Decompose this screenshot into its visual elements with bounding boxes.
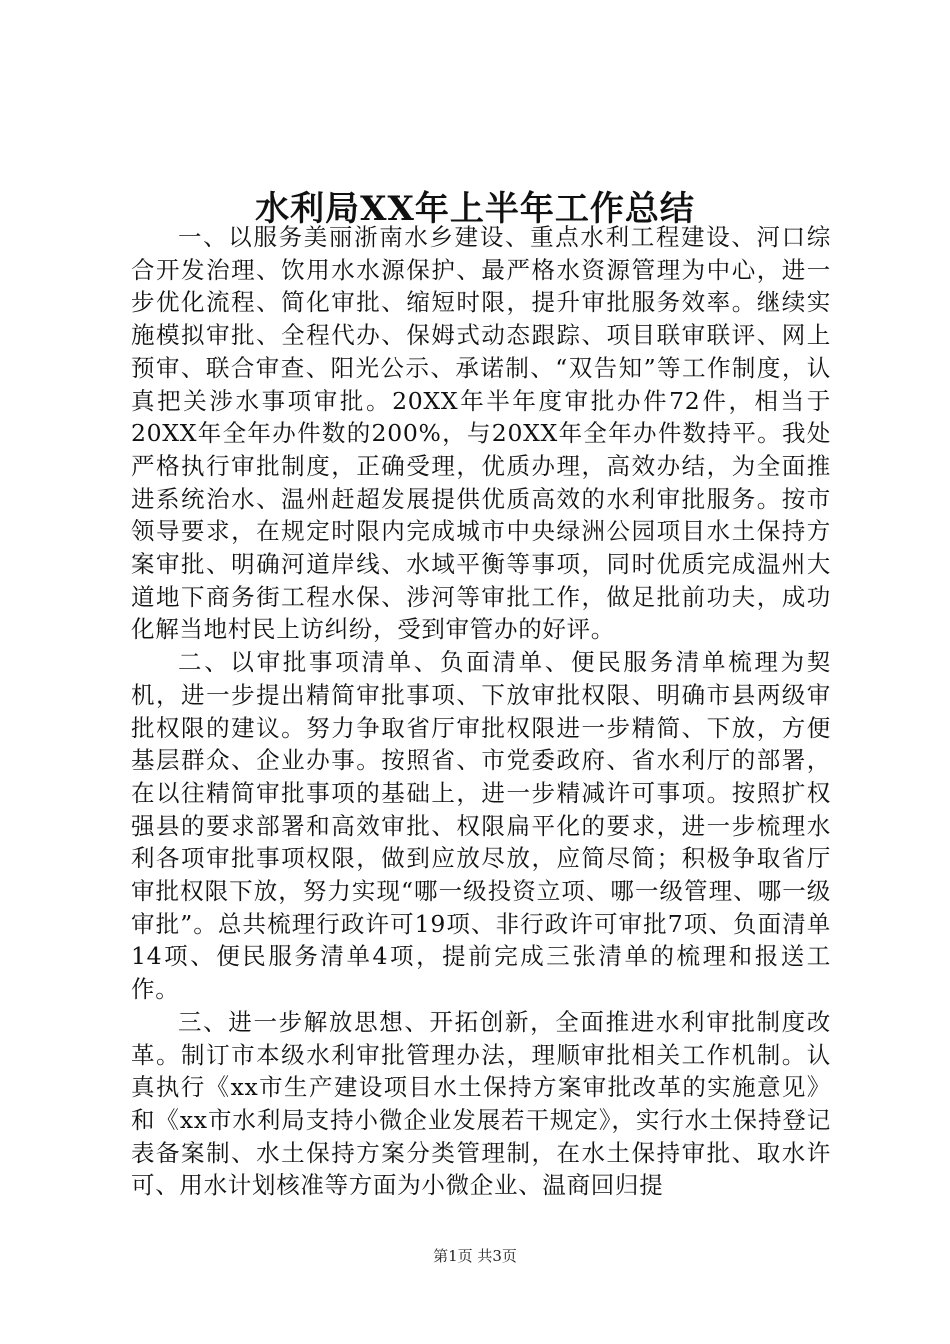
page-number-footer: 第1页 共3页 (433, 1247, 517, 1265)
document-title: 水利局XX年上半年工作总结 (255, 189, 695, 229)
document-body (131, 221, 831, 1202)
paragraph-3: 三、进一步解放思想、开拓创新，全面推进水利审批制度改革。制订市本级水利审批管理办法，理顺审批相关工作机制。认真执行《xx市生产建设项目水土保持方案审批改革的实施意见》和《xx市水利局支持小微企业发展若干规定》，实行水土保持登记表备案制、水土保持方案分类管理制，在水土保持审批、取水许可、用水计划核准等方面为小微企业、温商回归提 (131, 1007, 831, 1200)
paragraph-1: 一、以服务美丽浙南水乡建设、重点水利工程建设、河口综合开发治理、饮用水水源保护、最严格水资源管理为中心，进一步优化流程、简化审批、缩短时限，提升审批服务效率。继续实施模拟审批、全程代办、保姆式动态跟踪、项目联审联评、网上预审、联合审查、阳光公示、承诺制、“双告知”等工作制度，认真把关涉水事项审批。20XX年半年度审批办件72件，相当于20XX年全年办件数的200%，与20XX年全年办件数持平。我处严格执行审批制度，正确受理，优质办理，高效办结，为全面推进系统治水、温州赶超发展提供优质高效的水利审批服务。按市领导要求，在规定时限内完成城市中央绿洲公园项目水土保持方案审批、明确河道岸线、水域平衡等事项，同时优质完成温州大道地下商务街工程水保、涉河等审批工作，做足批前功夫，成功化解当地村民上访纠纷，受到审管办的好评。 (131, 223, 831, 644)
paragraph-2: 二、以审批事项清单、负面清单、便民服务清单梳理为契机，进一步提出精简审批事项、下放审批权限、明确市县两级审批权限的建议。努力争取省厅审批权限进一步精简、下放，方便基层群众、企业办事。按照省、市党委政府、省水利厅的部署，在以往精简审批事项的基础上，进一步精减许可事项。按照扩权强县的要求部署和高效审批、权限扁平化的要求，进一步梳理水利各项审批事项权限，做到应放尽放，应简尽简；积极争取省厅审批权限下放，努力实现“哪一级投资立项、哪一级管理、哪一级审批”。总共梳理行政许可19项、非行政许可审批7项、负面清单14项、便民服务清单4项，提前完成三张清单的梳理和报送工作。 (131, 648, 831, 1004)
